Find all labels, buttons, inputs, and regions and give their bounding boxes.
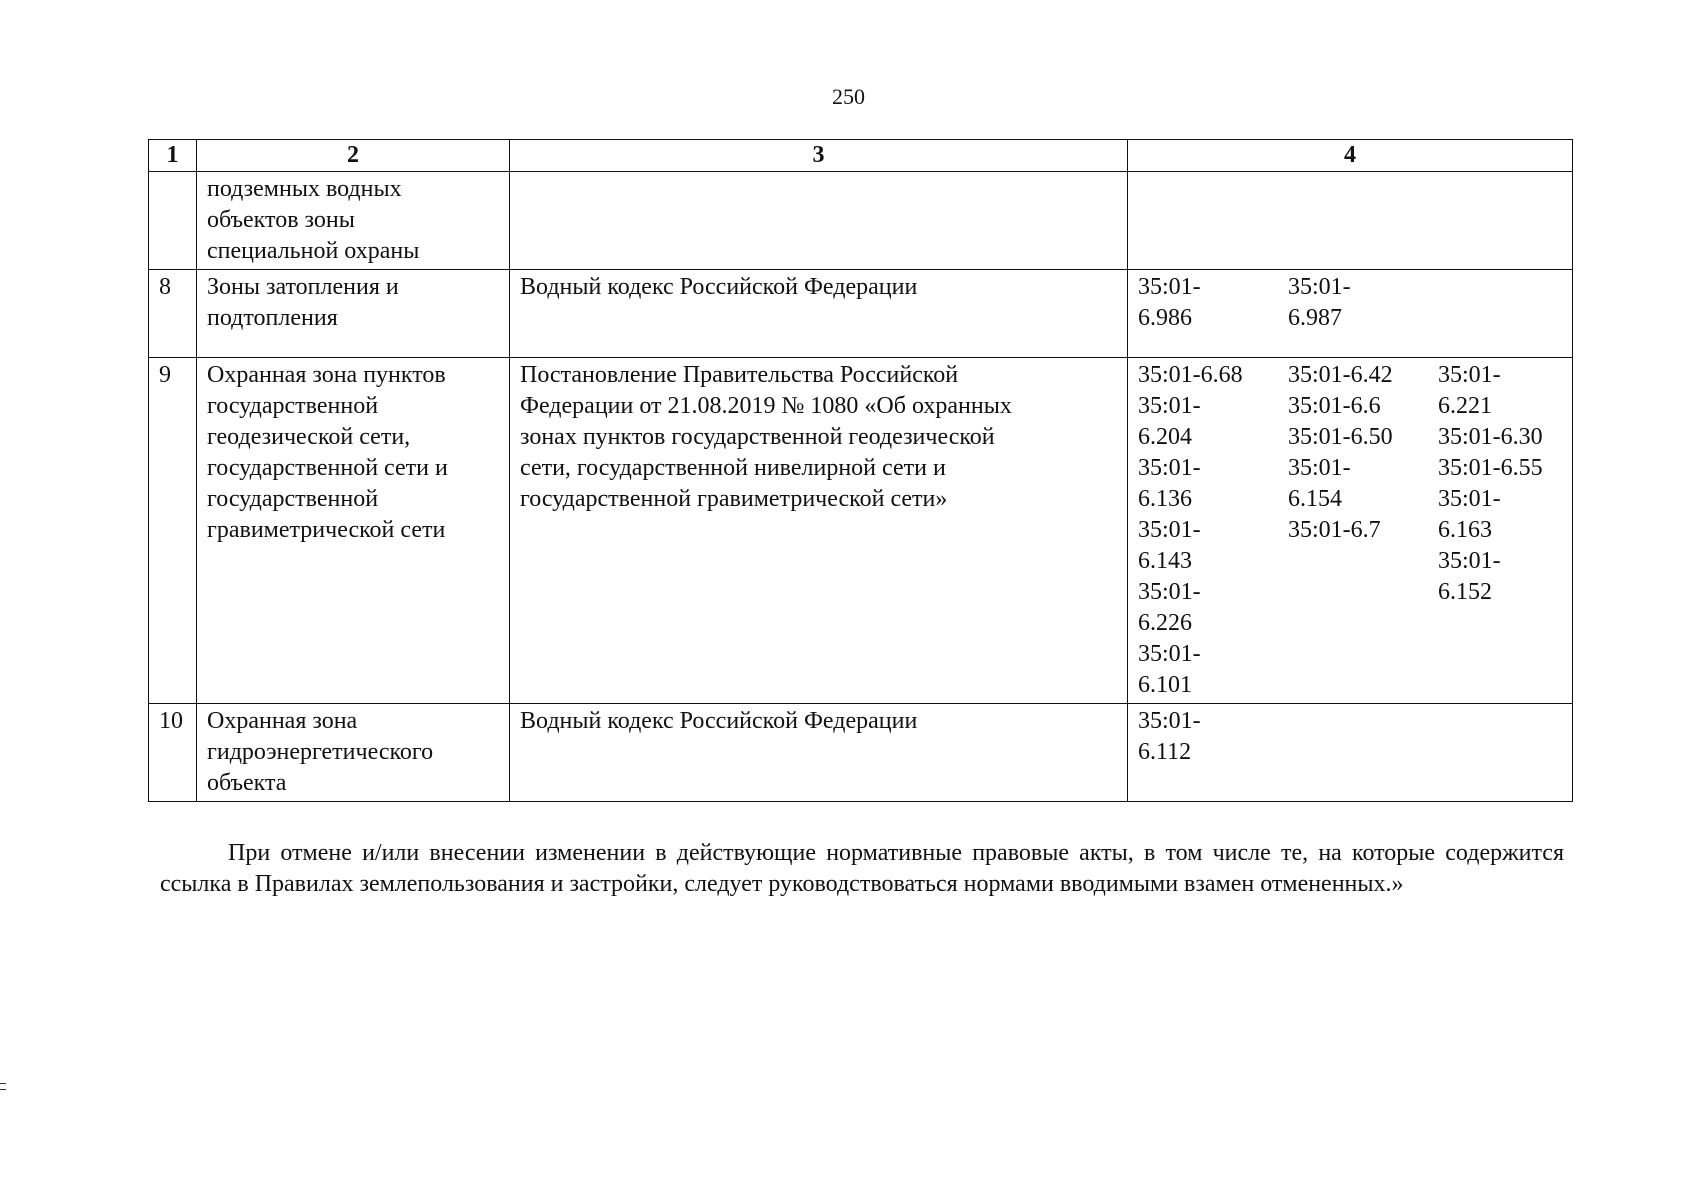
codes-grid [1138, 272, 1562, 334]
row-number [149, 172, 197, 270]
zone-code: 35:01- 6.143 [1138, 517, 1201, 574]
zone-code: 35:01-6.7 [1288, 517, 1381, 543]
table-body [149, 172, 1573, 802]
table-row [149, 172, 1573, 270]
zone-codes [1128, 358, 1573, 704]
header-col-4: 4 [1128, 140, 1573, 172]
zone-code: 35:01- 6.204 [1138, 393, 1201, 450]
header-col-1: 1 [149, 140, 197, 172]
zone-code: 35:01-6.6 [1288, 393, 1381, 419]
zone-codes [1128, 172, 1573, 270]
zone-codes [1128, 704, 1573, 802]
zone-code: 35:01-6.42 [1288, 362, 1393, 388]
table-row [149, 270, 1573, 358]
zone-code: 35:01- 6.163 [1438, 486, 1501, 543]
zone-code: 35:01-6.30 [1438, 424, 1543, 450]
header-col-2: 2 [197, 140, 510, 172]
footer-paragraph: При отмене и/или внесении изменении в действующие нормативные правовые акты, в том числе те, на которые содержится ссылка в Правилах землепользования и застройки, следует руководствоваться нормами вводимыми взамен отмененных.» [160, 840, 1564, 897]
zone-name: Охранная зона пунктов государственной геодезической сети, государственной сети и государственной гравиметрической сети [197, 358, 510, 704]
zone-code: 35:01- 6.152 [1438, 548, 1501, 605]
codes-grid [1138, 706, 1562, 768]
zone-code: 35:01- 6.221 [1438, 362, 1501, 419]
zone-code: 35:01- 6.112 [1138, 708, 1201, 765]
legal-basis [510, 172, 1128, 270]
codes-grid [1138, 360, 1562, 701]
page-number: 250 [832, 84, 865, 109]
zone-name: подземных водных объектов зоны специальной охраны [197, 172, 510, 270]
legal-basis: Водный кодекс Российской Федерации [510, 270, 1128, 358]
legal-basis: Постановление Правительства Российской Федерации от 21.08.2019 № 1080 «Об охранных зонах пунктов государственной геодезической сети, государственной нивелирной сети и государственной гравиметрической сети» [510, 358, 1128, 704]
zone-name: Зоны затопления и подтопления [197, 270, 510, 358]
codes-column [1138, 272, 1288, 334]
codes-column [1138, 360, 1288, 701]
codes-column [1288, 272, 1438, 334]
codes-column [1288, 360, 1438, 701]
legal-basis: Водный кодекс Российской Федерации [510, 704, 1128, 802]
zone-code: 35:01-6.50 [1288, 424, 1393, 450]
zones-table [148, 139, 1573, 802]
zone-codes [1128, 270, 1573, 358]
table-header-row [149, 140, 1573, 172]
zone-code: 35:01-6.68 [1138, 362, 1243, 388]
zone-name: Охранная зона гидроэнергетического объекта [197, 704, 510, 802]
codes-column [1438, 360, 1578, 701]
zone-code: 35:01- 6.101 [1138, 641, 1201, 698]
table-row [149, 358, 1573, 704]
zone-code: 35:01-6.55 [1438, 455, 1543, 481]
zone-code: 35:01- 6.154 [1288, 455, 1351, 512]
codes-column [1138, 706, 1288, 768]
table-row [149, 704, 1573, 802]
header-col-3: 3 [510, 140, 1128, 172]
zone-code: 35:01- 6.136 [1138, 455, 1201, 512]
row-number: 10 [149, 704, 197, 802]
zone-code: 35:01- 6.986 [1138, 274, 1201, 331]
row-number: 8 [149, 270, 197, 358]
row-number: 9 [149, 358, 197, 704]
zone-code: 35:01- 6.226 [1138, 579, 1201, 636]
zone-code: 35:01- 6.987 [1288, 274, 1351, 331]
margin-mark [0, 1083, 6, 1090]
